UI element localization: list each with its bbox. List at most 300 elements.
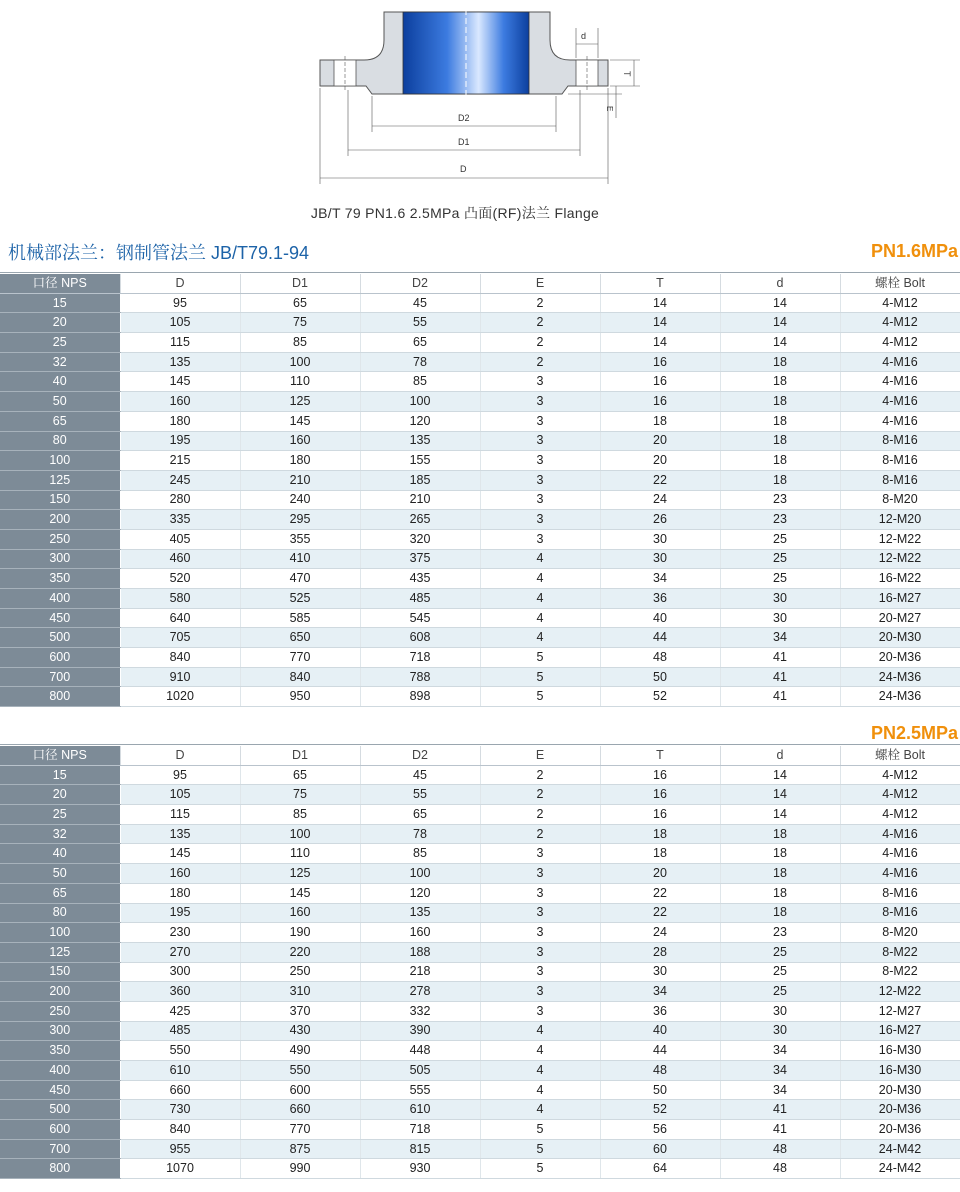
nps-cell: 700 (0, 1139, 120, 1159)
table-cell: 4-M12 (840, 805, 960, 825)
table-cell: 55 (360, 785, 480, 805)
nps-cell: 125 (0, 470, 120, 490)
nps-cell: 700 (0, 667, 120, 687)
table-cell: 105 (120, 785, 240, 805)
table-cell: 160 (240, 431, 360, 451)
label-d: d (581, 31, 587, 41)
table-cell: 718 (360, 648, 480, 668)
table-cell: 50 (600, 1080, 720, 1100)
table-cell: 20-M30 (840, 1080, 960, 1100)
table-cell: 30 (600, 549, 720, 569)
table-cell: 8-M20 (840, 490, 960, 510)
divider (0, 272, 960, 273)
table-cell: 265 (360, 510, 480, 530)
nps-cell: 80 (0, 903, 120, 923)
table-row (0, 1139, 960, 1159)
table-cell: 18 (720, 431, 840, 451)
table-cell: 3 (480, 529, 600, 549)
table-cell: 505 (360, 1061, 480, 1081)
table-cell: 14 (720, 765, 840, 785)
table-cell: 20 (600, 451, 720, 471)
nps-cell: 350 (0, 1041, 120, 1061)
table-cell: 26 (600, 510, 720, 530)
drawing-caption: JB/T 79 PN1.6 2.5MPa 凸面(RF)法兰 Flange (310, 205, 600, 221)
table-cell: 718 (360, 1120, 480, 1140)
table-cell: 4 (480, 1021, 600, 1041)
table-cell: 48 (720, 1159, 840, 1179)
table-cell: 5 (480, 687, 600, 707)
label-D1: D1 (458, 137, 470, 147)
table-cell: 100 (240, 352, 360, 372)
table-cell: 355 (240, 529, 360, 549)
table-cell: 390 (360, 1021, 480, 1041)
table-cell: 30 (720, 1021, 840, 1041)
nps-cell: 800 (0, 687, 120, 707)
table-cell: 95 (120, 765, 240, 785)
table-cell: 30 (600, 962, 720, 982)
table-cell: 14 (600, 333, 720, 353)
table-cell: 160 (240, 903, 360, 923)
nps-cell: 200 (0, 510, 120, 530)
table-cell: 14 (720, 333, 840, 353)
table-cell: 4-M16 (840, 844, 960, 864)
table-row (0, 352, 960, 372)
table-row (0, 411, 960, 431)
nps-cell: 450 (0, 608, 120, 628)
table-cell: 5 (480, 1159, 600, 1179)
nps-cell: 350 (0, 569, 120, 589)
table-cell: 195 (120, 431, 240, 451)
table-row (0, 1041, 960, 1061)
table-cell: 4-M12 (840, 313, 960, 333)
nps-cell: 150 (0, 490, 120, 510)
table-cell: 125 (240, 864, 360, 884)
nps-cell: 200 (0, 982, 120, 1002)
label-T: T (622, 71, 632, 77)
table-cell: 30 (720, 608, 840, 628)
table-cell: 18 (600, 824, 720, 844)
table-cell: 180 (120, 883, 240, 903)
table-row (0, 490, 960, 510)
nps-cell: 125 (0, 942, 120, 962)
table-cell: 18 (600, 411, 720, 431)
table-row (0, 1021, 960, 1041)
table-cell: 3 (480, 451, 600, 471)
table-cell: 525 (240, 589, 360, 609)
nps-cell: 20 (0, 313, 120, 333)
table-cell: 185 (360, 470, 480, 490)
table-cell: 2 (480, 313, 600, 333)
table-cell: 3 (480, 982, 600, 1002)
column-header: E (480, 274, 600, 293)
table-cell: 34 (600, 569, 720, 589)
table-row (0, 864, 960, 884)
table-cell: 2 (480, 824, 600, 844)
table-row (0, 510, 960, 530)
table-cell: 3 (480, 962, 600, 982)
table-cell: 14 (720, 293, 840, 313)
table-cell: 14 (720, 805, 840, 825)
nps-cell: 65 (0, 883, 120, 903)
table-cell: 115 (120, 333, 240, 353)
table-cell: 550 (240, 1061, 360, 1081)
table-cell: 22 (600, 903, 720, 923)
table-cell: 30 (600, 529, 720, 549)
table-cell: 215 (120, 451, 240, 471)
table-cell: 110 (240, 844, 360, 864)
table-cell: 34 (720, 1041, 840, 1061)
nps-cell: 80 (0, 431, 120, 451)
nps-cell: 250 (0, 529, 120, 549)
table-row (0, 765, 960, 785)
label-D: D (460, 164, 467, 174)
table-cell: 3 (480, 510, 600, 530)
table-cell: 4 (480, 589, 600, 609)
table-cell: 230 (120, 923, 240, 943)
table-cell: 85 (360, 372, 480, 392)
table-cell: 240 (240, 490, 360, 510)
table-cell: 180 (120, 411, 240, 431)
table-cell: 85 (360, 844, 480, 864)
table-cell: 44 (600, 628, 720, 648)
table-cell: 18 (720, 864, 840, 884)
table-cell: 45 (360, 293, 480, 313)
table-cell: 20-M36 (840, 1100, 960, 1120)
table-cell: 20-M36 (840, 648, 960, 668)
table-cell: 840 (120, 648, 240, 668)
table-cell: 190 (240, 923, 360, 943)
table-cell: 25 (720, 962, 840, 982)
table-cell: 4-M16 (840, 392, 960, 412)
table-cell: 34 (720, 1061, 840, 1081)
nps-cell: 150 (0, 962, 120, 982)
nps-cell: 20 (0, 785, 120, 805)
table-cell: 34 (720, 628, 840, 648)
table-cell: 18 (720, 903, 840, 923)
table-cell: 60 (600, 1139, 720, 1159)
table-cell: 50 (600, 667, 720, 687)
table-cell: 3 (480, 490, 600, 510)
table-cell: 2 (480, 765, 600, 785)
table-cell: 195 (120, 903, 240, 923)
table-row (0, 903, 960, 923)
column-header: d (720, 274, 840, 293)
table-cell: 14 (720, 785, 840, 805)
table-cell: 4 (480, 1061, 600, 1081)
table-cell: 20-M27 (840, 608, 960, 628)
table-cell: 30 (720, 1001, 840, 1021)
column-header: d (720, 746, 840, 765)
table-cell: 8-M16 (840, 431, 960, 451)
table-cell: 405 (120, 529, 240, 549)
nps-cell: 50 (0, 392, 120, 412)
table-cell: 18 (720, 824, 840, 844)
nps-cell: 400 (0, 1061, 120, 1081)
table-cell: 145 (240, 883, 360, 903)
table-row (0, 293, 960, 313)
table-cell: 52 (600, 1100, 720, 1120)
table-cell: 160 (120, 864, 240, 884)
table-row (0, 628, 960, 648)
table-cell: 4 (480, 549, 600, 569)
nps-cell: 250 (0, 1001, 120, 1021)
table-cell: 770 (240, 648, 360, 668)
table-cell: 48 (600, 1061, 720, 1081)
table-cell: 14 (720, 313, 840, 333)
table-cell: 3 (480, 392, 600, 412)
table-cell: 18 (720, 844, 840, 864)
nps-cell: 65 (0, 411, 120, 431)
table-cell: 135 (120, 824, 240, 844)
table-cell: 145 (240, 411, 360, 431)
table-cell: 4 (480, 1100, 600, 1120)
table-cell: 18 (720, 470, 840, 490)
table-cell: 52 (600, 687, 720, 707)
table-cell: 4-M12 (840, 765, 960, 785)
table-cell: 3 (480, 923, 600, 943)
nps-cell: 50 (0, 864, 120, 884)
table-cell: 160 (120, 392, 240, 412)
table-cell: 16-M30 (840, 1061, 960, 1081)
table-row (0, 372, 960, 392)
table-cell: 56 (600, 1120, 720, 1140)
table-cell: 550 (120, 1041, 240, 1061)
table-cell: 41 (720, 648, 840, 668)
column-header: T (600, 274, 720, 293)
nps-cell: 400 (0, 589, 120, 609)
table-cell: 18 (600, 844, 720, 864)
table-row (0, 923, 960, 943)
table-cell: 815 (360, 1139, 480, 1159)
table-cell: 36 (600, 1001, 720, 1021)
table-cell: 65 (240, 765, 360, 785)
table-cell: 660 (240, 1100, 360, 1120)
table-cell: 34 (720, 1080, 840, 1100)
table-cell: 640 (120, 608, 240, 628)
table-cell: 64 (600, 1159, 720, 1179)
table-cell: 910 (120, 667, 240, 687)
table-cell: 145 (120, 844, 240, 864)
table-cell: 160 (360, 923, 480, 943)
table-cell: 180 (240, 451, 360, 471)
column-header: T (600, 746, 720, 765)
flange-spec-table-pn16 (0, 274, 960, 707)
table-cell: 28 (600, 942, 720, 962)
column-header: D (120, 746, 240, 765)
table-cell: 4 (480, 1080, 600, 1100)
table-row (0, 962, 960, 982)
table-cell: 610 (120, 1061, 240, 1081)
table-cell: 1070 (120, 1159, 240, 1179)
table-cell: 555 (360, 1080, 480, 1100)
table-cell: 22 (600, 883, 720, 903)
table-cell: 1020 (120, 687, 240, 707)
table-cell: 24-M42 (840, 1139, 960, 1159)
table-cell: 44 (600, 1041, 720, 1061)
table-cell: 16 (600, 352, 720, 372)
table-cell: 16-M30 (840, 1041, 960, 1061)
table-cell: 840 (240, 667, 360, 687)
label-D2: D2 (458, 113, 470, 123)
table-cell: 85 (240, 805, 360, 825)
table-cell: 3 (480, 411, 600, 431)
table-cell: 120 (360, 883, 480, 903)
table-cell: 585 (240, 608, 360, 628)
table-cell: 48 (600, 648, 720, 668)
table-cell: 75 (240, 785, 360, 805)
table-cell: 930 (360, 1159, 480, 1179)
table-cell: 23 (720, 923, 840, 943)
table-cell: 8-M16 (840, 451, 960, 471)
table-row (0, 1061, 960, 1081)
table-cell: 3 (480, 864, 600, 884)
table-cell: 485 (120, 1021, 240, 1041)
table-cell: 245 (120, 470, 240, 490)
table-cell: 155 (360, 451, 480, 471)
table-cell: 730 (120, 1100, 240, 1120)
table-cell: 24-M42 (840, 1159, 960, 1179)
table-cell: 5 (480, 1139, 600, 1159)
table-row (0, 529, 960, 549)
flange-drawing (300, 0, 660, 196)
table-cell: 210 (240, 470, 360, 490)
table-cell: 4-M12 (840, 333, 960, 353)
table-cell: 600 (240, 1080, 360, 1100)
table-cell: 610 (360, 1100, 480, 1120)
table-cell: 8-M22 (840, 962, 960, 982)
table-cell: 4-M12 (840, 293, 960, 313)
table-cell: 45 (360, 765, 480, 785)
table-cell: 40 (600, 1021, 720, 1041)
table-cell: 250 (240, 962, 360, 982)
table-cell: 95 (120, 293, 240, 313)
table-cell: 16 (600, 785, 720, 805)
nps-cell: 500 (0, 1100, 120, 1120)
table-cell: 12-M22 (840, 529, 960, 549)
table-cell: 41 (720, 687, 840, 707)
table-row (0, 1100, 960, 1120)
nps-cell: 100 (0, 923, 120, 943)
table-cell: 30 (720, 589, 840, 609)
table-cell: 23 (720, 510, 840, 530)
section-title: 机械部法兰：钢制管法兰 JB/T79.1-94 (8, 243, 310, 263)
table-cell: 218 (360, 962, 480, 982)
nps-cell: 25 (0, 805, 120, 825)
table-cell: 875 (240, 1139, 360, 1159)
table-cell: 485 (360, 589, 480, 609)
table-row (0, 667, 960, 687)
table-cell: 4 (480, 628, 600, 648)
table-cell: 4-M16 (840, 824, 960, 844)
table-cell: 25 (720, 529, 840, 549)
table-cell: 18 (720, 451, 840, 471)
pressure-label-pn16: PN1.6MPa (870, 241, 958, 261)
table-cell: 3 (480, 903, 600, 923)
table-cell: 16 (600, 392, 720, 412)
table-cell: 110 (240, 372, 360, 392)
table-cell: 8-M16 (840, 470, 960, 490)
table-cell: 25 (720, 569, 840, 589)
table-cell: 470 (240, 569, 360, 589)
table-cell: 580 (120, 589, 240, 609)
table-header-row (0, 274, 960, 293)
table-cell: 375 (360, 549, 480, 569)
table-row (0, 470, 960, 490)
table-cell: 20-M30 (840, 628, 960, 648)
table-row (0, 392, 960, 412)
table-cell: 16-M27 (840, 589, 960, 609)
table-cell: 12-M27 (840, 1001, 960, 1021)
table-cell: 2 (480, 333, 600, 353)
table-cell: 4-M16 (840, 411, 960, 431)
table-cell: 188 (360, 942, 480, 962)
table-cell: 12-M22 (840, 549, 960, 569)
table-cell: 608 (360, 628, 480, 648)
divider (0, 744, 960, 745)
column-header: 口径 NPS (0, 746, 120, 765)
table-cell: 898 (360, 687, 480, 707)
table-cell: 4-M12 (840, 785, 960, 805)
pressure-label-pn25: PN2.5MPa (870, 723, 958, 743)
table-row (0, 805, 960, 825)
table-row (0, 824, 960, 844)
table-cell: 100 (360, 864, 480, 884)
table-cell: 320 (360, 529, 480, 549)
table-row (0, 313, 960, 333)
column-header: 口径 NPS (0, 274, 120, 293)
table-cell: 12-M22 (840, 982, 960, 1002)
nps-cell: 32 (0, 352, 120, 372)
table-cell: 14 (600, 313, 720, 333)
table-cell: 310 (240, 982, 360, 1002)
table-cell: 4 (480, 569, 600, 589)
table-header-row (0, 746, 960, 765)
nps-cell: 600 (0, 1120, 120, 1140)
table-cell: 135 (360, 903, 480, 923)
table-row (0, 648, 960, 668)
table-cell: 20-M36 (840, 1120, 960, 1140)
table-row (0, 942, 960, 962)
table-row (0, 1159, 960, 1179)
table-cell: 16 (600, 372, 720, 392)
table-row (0, 1120, 960, 1140)
table-cell: 55 (360, 313, 480, 333)
table-cell: 2 (480, 293, 600, 313)
table-cell: 520 (120, 569, 240, 589)
table-cell: 788 (360, 667, 480, 687)
table-cell: 460 (120, 549, 240, 569)
table-cell: 990 (240, 1159, 360, 1179)
table-cell: 295 (240, 510, 360, 530)
table-cell: 40 (600, 608, 720, 628)
table-cell: 332 (360, 1001, 480, 1021)
table-cell: 3 (480, 942, 600, 962)
table-cell: 448 (360, 1041, 480, 1061)
table-cell: 8-M16 (840, 883, 960, 903)
nps-cell: 25 (0, 333, 120, 353)
table-cell: 65 (360, 805, 480, 825)
table-cell: 2 (480, 805, 600, 825)
column-header: D1 (240, 746, 360, 765)
table-cell: 100 (360, 392, 480, 412)
table-row (0, 982, 960, 1002)
table-cell: 4 (480, 608, 600, 628)
table-cell: 4-M16 (840, 352, 960, 372)
table-cell: 3 (480, 470, 600, 490)
table-cell: 85 (240, 333, 360, 353)
table-cell: 660 (120, 1080, 240, 1100)
nps-cell: 40 (0, 844, 120, 864)
